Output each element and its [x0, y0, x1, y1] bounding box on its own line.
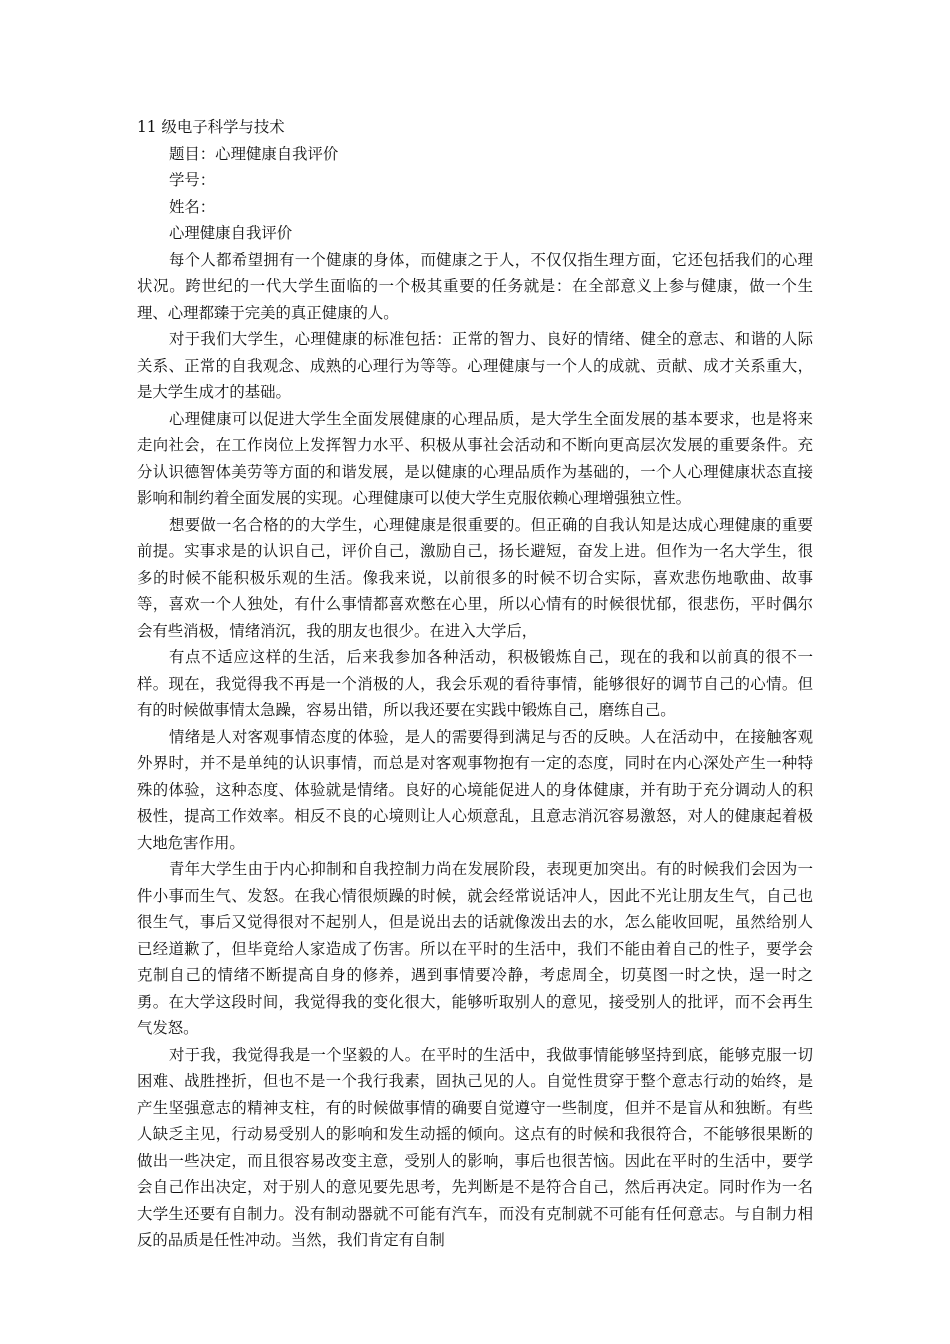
paragraph-2: 对于我们大学生，心理健康的标准包括：正常的智力、良好的情绪、健全的意志、和谐的人际关系、正常的自我观念、成熟的心理行为等等。心理健康与一个人的成就、贡献、成才关系重大，是大学生成才的基础。 — [137, 330, 813, 401]
essay-title: 心理健康自我评价 — [169, 224, 293, 242]
paragraph-8: 对于我，我觉得我是一个坚毅的人。在平时的生活中，我做事情能够坚持到底，能够克服一切困难、战胜挫折，但也不是一个我行我素，固执己见的人。自觉性贯穿于整个意志行动的始终，是产生坚强意志的精神支柱，有的时候做事情的确要自觉遵守一些制度，但并不是盲从和独断。有些人缺乏主见，行动易受别人的影响和发生动摇的倾向。这点有的时候和我很符合，不能够很果断的做出一些决定，而且很容易改变主意，受别人的影响，事后也很苦恼。因此在平时的生活中，要学会自己作出决定，对于别人的意见要先思考，先判断是不是符合自己，然后再决定。同时作为一名大学生还要有自制力。没有制动器就不可能有汽车，而没有克制就不可能有任何意志。与自制力相反的品质是任性冲动。当然，我们肯定有自制 — [137, 1045, 813, 1249]
paragraph-5: 有点不适应这样的生活，后来我参加各种活动，积极锻炼自己，现在的我和以前真的很不一样。现在，我觉得我不再是一个消极的人，我会乐观的看待事情，能够很好的调节自己的心情。但有的时候做事情太急躁，容易出错，所以我还要在实践中锻炼自己，磨练自己。 — [137, 648, 813, 719]
class-line: 11 级电子科学与技术 — [137, 118, 285, 136]
paragraph-6: 情绪是人对客观事情态度的体验，是人的需要得到满足与否的反映。人在活动中，在接触客观外界时，并不是单纯的认识事情，而总是对客观事物抱有一定的态度，同时在内心深处产生一种特殊的体验，这种态度、体验就是情绪。良好的心境能促进人的身体健康，并有助于充分调动人的积极性，提高工作效率。相反不良的心境则让人心烦意乱，且意志消沉容易激怒，对人的健康起着极大地危害作用。 — [137, 727, 813, 852]
paragraph-4: 想要做一名合格的的大学生，心理健康是很重要的。但正确的自我认知是达成心理健康的重要前提。实事求是的认识自己，评价自己，激励自己，扬长避短，奋发上进。但作为一名大学生，很多的时候不能积极乐观的生活。像我来说，以前很多的时候不切合实际，喜欢悲伤地歌曲、故事等，喜欢一个人独处，有什么事情都喜欢憋在心里，所以心情有的时候很忧郁，很悲伤，平时偶尔会有些消极，情绪消沉，我的朋友也很少。在进入大学后， — [137, 515, 813, 640]
document-page — [137, 114, 813, 1254]
paragraph-7: 青年大学生由于内心抑制和自我控制力尚在发展阶段，表现更加突出。有的时候我们会因为一件小事而生气、发怒。在我心情很烦躁的时候，就会经常说话冲人，因此不光让朋友生气，自己也很生气，事后又觉得很对不起别人，但是说出去的话就像泼出去的水，怎么能收回呢，虽然给别人已经道歉了，但毕竟给人家造成了伤害。所以在平时的生活中，我们不能由着自己的性子，要学会克制自己的情绪不断提高自身的修养，遇到事情要冷静，考虑周全，切莫图一时之快，逞一时之勇。在大学这段时间，我觉得我的变化很大，能够听取别人的意见，接受别人的批评，而不会再生气发怒。 — [137, 860, 813, 1037]
name-line: 姓名： — [169, 197, 216, 216]
student-id-line: 学号： — [169, 171, 216, 189]
paragraph-1: 每个人都希望拥有一个健康的身体，而健康之于人，不仅仅指生理方面，它还包括我们的心理状况。跨世纪的一代大学生面临的一个极其重要的任务就是：在全部意义上参与健康，做一个生理、心理都臻于完美的真正健康的人。 — [137, 250, 813, 322]
paragraph-3: 心理健康可以促进大学生全面发展健康的心理品质，是大学生全面发展的基本要求，也是将来走向社会，在工作岗位上发挥智力水平、积极从事社会活动和不断向更高层次发展的重要条件。充分认识德智体美劳等方面的和谐发展，是以健康的心理品质作为基础的，一个人心理健康状态直接影响和制约着全面发展的实现。心理健康可以使大学生克服依赖心理增强独立性。 — [137, 409, 813, 507]
topic-line: 题目：心理健康自我评价 — [169, 144, 339, 163]
